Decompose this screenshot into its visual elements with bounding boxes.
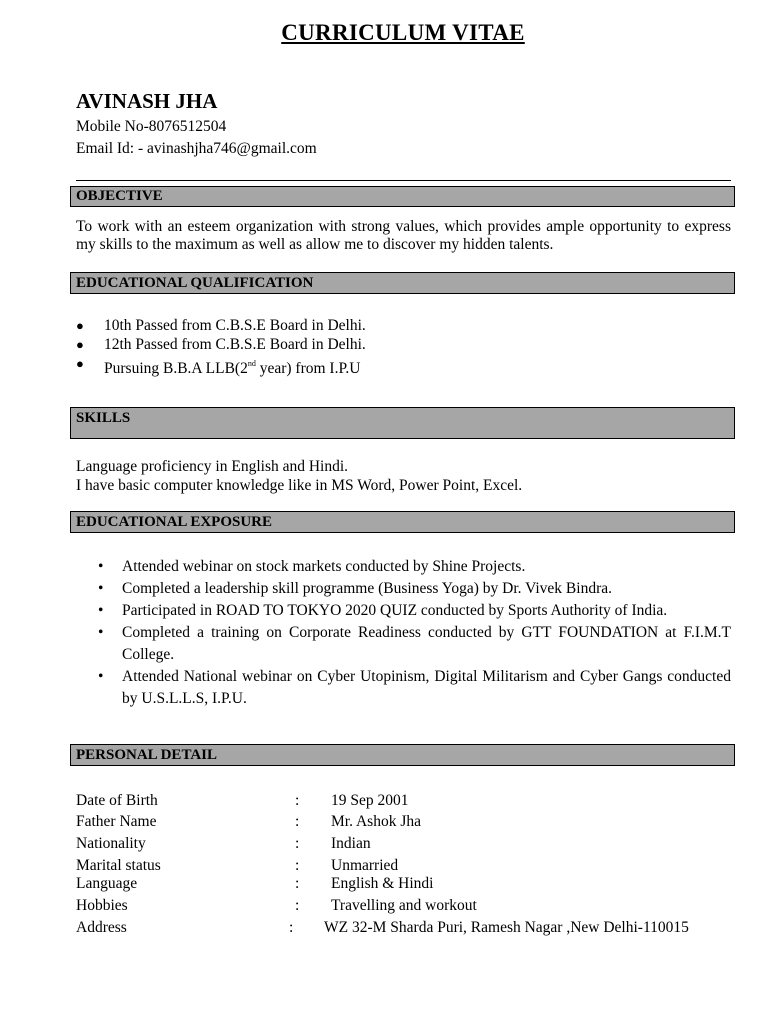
list-item: ● 12th Passed from C.B.S.E Board in Delhi. [76,336,366,353]
education-list [76,316,676,378]
list-item: • Completed a leadership skill programme (Business Yoga) by Dr. Vivek Bindra. [98,578,731,600]
header-divider [76,180,731,181]
skills-line-1: Language proficiency in English and Hindi. [76,458,349,475]
skills-line-2: I have basic computer knowledge like in MS Word, Power Point, Excel. [76,477,523,494]
document-title: CURRICULUM VITAE [281,20,525,45]
bullet-icon: • [98,602,104,619]
mobile-number: Mobile No-8076512504 [76,118,227,135]
objective-text: To work with an esteem organization with strong values, which provides ample opportunity to express my skills to the maximum as well as allow me to discover my hidden talents. [76,218,731,253]
list-item: • Attended National webinar on Cyber Utopinism, Digital Militarism and Cyber Gangs conducted by U.S.L.L.S, I.P.U. [98,668,731,707]
section-heading-personal: PERSONAL DETAIL [70,744,735,766]
section-heading-skills: SKILLS [70,407,735,439]
list-item: • Participated in ROAD TO TOKYO 2020 QUIZ conducted by Sports Authority of India. [98,600,731,622]
bullet-icon: • [98,558,104,575]
bullet-icon: ● [76,356,84,371]
list-item: ● Pursuing B.B.A LLB(2nd year) from I.P.U [76,356,361,377]
list-item: • Attended webinar on stock markets conducted by Shine Projects. [98,556,731,578]
exposure-list [98,556,731,710]
bullet-icon: • [98,668,104,685]
bullet-icon: • [98,580,104,597]
bullet-icon: • [98,624,104,641]
section-heading-objective: OBJECTIVE [70,186,735,207]
section-heading-exposure: EDUCATIONAL EXPOSURE [70,511,735,533]
list-item: ● 10th Passed from C.B.S.E Board in Delhi. [76,317,366,334]
bullet-icon: ● [76,318,84,333]
list-item: • Completed a training on Corporate Readiness conducted by GTT FOUNDATION at F.I.M.T College. [98,624,731,663]
section-heading-education: EDUCATIONAL QUALIFICATION [70,272,735,294]
candidate-name: AVINASH JHA [76,89,218,113]
bullet-icon: ● [76,337,84,352]
email-address: Email Id: - avinashjha746@gmail.com [76,140,317,157]
